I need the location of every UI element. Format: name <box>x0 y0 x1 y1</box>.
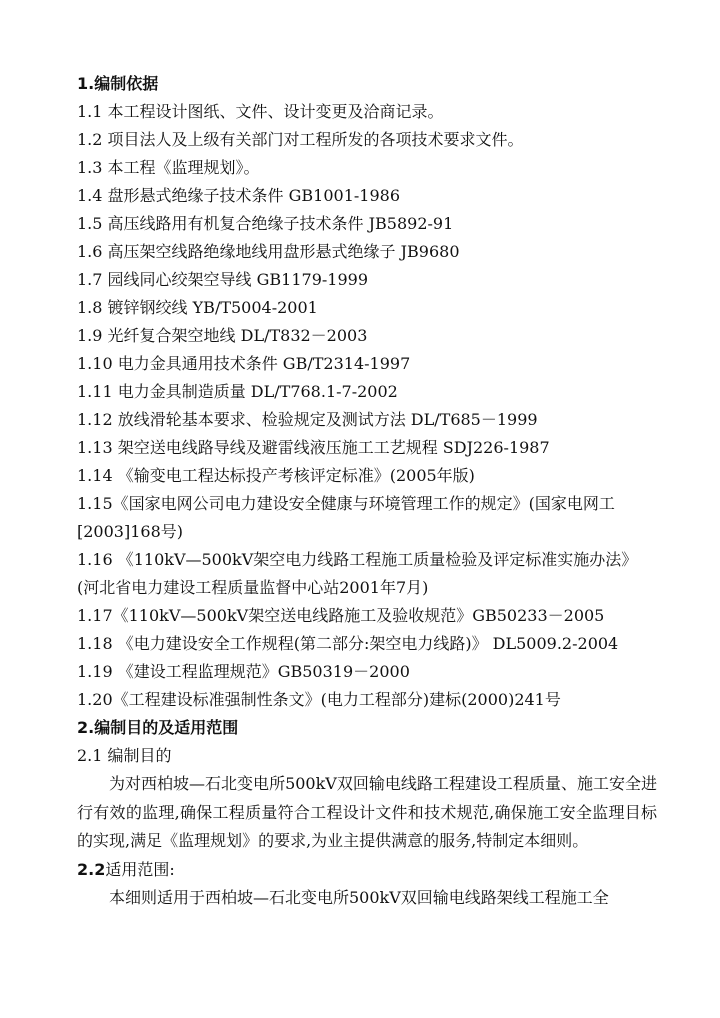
basis-item-1-6: 1.6 高压架空线路绝缘地线用盘形悬式绝缘子 JB9680 <box>77 242 460 261</box>
basis-item-1-5: 1.5 高压线路用有机复合绝缘子技术条件 JB5892-91 <box>77 214 454 233</box>
basis-item-1-15: 1.15《国家电网公司电力建设安全健康与环境管理工作的规定》(国家电网工[2003]168号) <box>77 494 615 541</box>
section-1-heading: 1.编制依据 <box>77 74 159 93</box>
document-page <box>77 70 657 912</box>
basis-item-1-19: 1.19 《建设工程监理规范》GB50319－2000 <box>77 662 410 681</box>
basis-item-1-18: 1.18 《电力建设安全工作规程(第二部分:架空电力线路)》 DL5009.2-2004 <box>77 634 619 653</box>
basis-item-1-1: 1.1 本工程设计图纸、文件、设计变更及洽商记录。 <box>77 102 444 121</box>
basis-item-1-2: 1.2 项目法人及上级有关部门对工程所发的各项技术要求文件。 <box>77 130 524 149</box>
basis-item-1-14: 1.14 《输变电工程达标投产考核评定标准》(2005年版) <box>77 466 475 485</box>
basis-item-1-11: 1.11 电力金具制造质量 DL/T768.1-7-2002 <box>77 382 398 401</box>
basis-item-1-16: 1.16 《110kV—500kV架空电力线路工程施工质量检验及评定标准实施办法》(河北省电力建设工程质量监督中心站2001年7月) <box>77 550 638 597</box>
basis-item-1-3: 1.3 本工程《监理规划》。 <box>77 158 260 177</box>
basis-item-1-7: 1.7 园线同心绞架空导线 GB1179-1999 <box>77 270 369 289</box>
basis-item-1-4: 1.4 盘形悬式绝缘子技术条件 GB1001-1986 <box>77 186 401 205</box>
basis-item-1-12: 1.12 放线滑轮基本要求、检验规定及测试方法 DL/T685－1999 <box>77 410 538 429</box>
subsection-2-2-number: 2.2 <box>77 859 106 879</box>
basis-item-1-10: 1.10 电力金具通用技术条件 GB/T2314-1997 <box>77 354 411 373</box>
section-2-heading: 2.编制目的及适用范围 <box>77 718 239 737</box>
basis-item-1-13: 1.13 架空送电线路导线及避雷线液压施工工艺规程 SDJ226-1987 <box>77 438 550 457</box>
subsection-2-1-paragraph: 为对西柏坡—石北变电所500kV双回输电线路工程建设工程质量、施工安全进行有效的监理,确保工程质量符合工程设计文件和技术规范,确保施工安全监理目标的实现,满足《监理规划》的要求,为业主提供满意的服务,特制定本细则。 <box>77 774 657 850</box>
basis-item-1-8: 1.8 镀锌钢绞线 YB/T5004-2001 <box>77 298 318 317</box>
subsection-2-1-title: 2.1 编制目的 <box>77 746 172 765</box>
subsection-2-2-title <box>77 856 657 884</box>
subsection-2-2-label: 适用范围: <box>105 859 175 879</box>
subsection-2-2-paragraph: 本细则适用于西柏坡—石北变电所500kV双回输电线路架线工程施工全 <box>109 887 609 907</box>
basis-item-1-9: 1.9 光纤复合架空地线 DL/T832－2003 <box>77 326 368 345</box>
basis-item-1-20: 1.20《工程建设标准强制性条文》(电力工程部分)建标(2000)241号 <box>77 690 561 709</box>
basis-item-1-17: 1.17《110kV—500kV架空送电线路施工及验收规范》GB50233－2005 <box>77 606 605 625</box>
